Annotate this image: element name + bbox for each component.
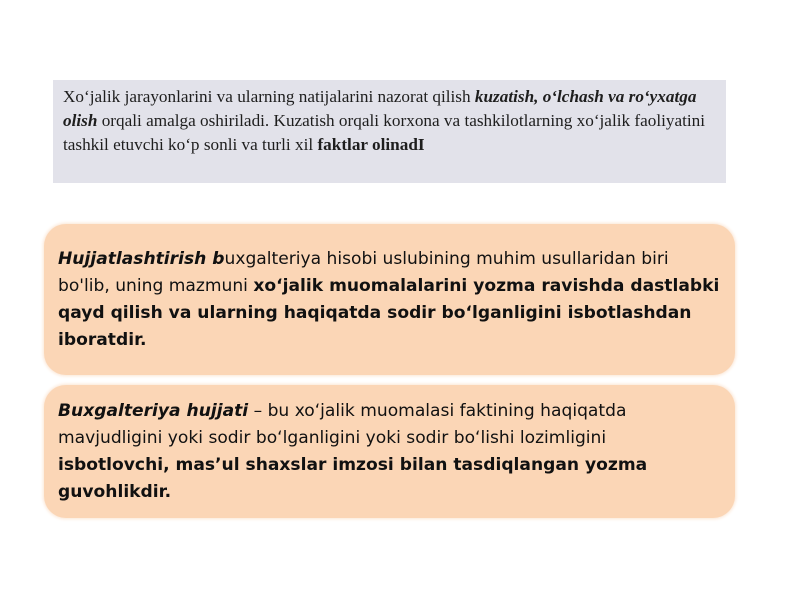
observation-text-body: orqali amalga oshiriladi. Kuzatish orqali korxona va tashkilotlarning xo‘jalik faoliyatini tashkil etuvchi ko‘p sonli va turli xil [63,111,706,154]
accounting-document-term: Buxgalteriya hujjati [58,401,249,421]
documentation-text-body: uxgalteriya hisobi uslubining muhim usullaridan biri bo'lib, uning mazmuni [58,249,669,296]
observation-text-lead: Xo‘jalik jarayonlarini va ularning natijalarini nazorat qilish [63,87,475,106]
observation-methods-emphasis: kuzatish, o‘lchash va ro‘yxatga olish [63,87,697,130]
documentation-text-emphasis: xo‘jalik muomalalarini yozma ravishda dastlabki qayd qilish va ularning haqiqatda sodir bo‘lganligini isbotlashdan iboratdir. [58,276,720,350]
documentation-term: Hujjatlashtirish b [58,249,225,269]
observation-facts-emphasis: faktlar olinadI [317,135,425,154]
definition-box-observation [53,80,726,183]
accounting-document-definition-card [44,385,735,518]
accounting-document-text-body: – bu xo‘jalik muomalasi faktining haqiqatda mavjudligini yoki sodir bo‘lganligini yoki sodir bo‘lishi lozimligini [58,401,627,448]
accounting-document-text-emphasis: isbotlovchi, mas’ul shaxslar imzosi bilan tasdiqlangan yozma guvohlikdir. [58,455,648,502]
documentation-definition-card [44,224,735,375]
